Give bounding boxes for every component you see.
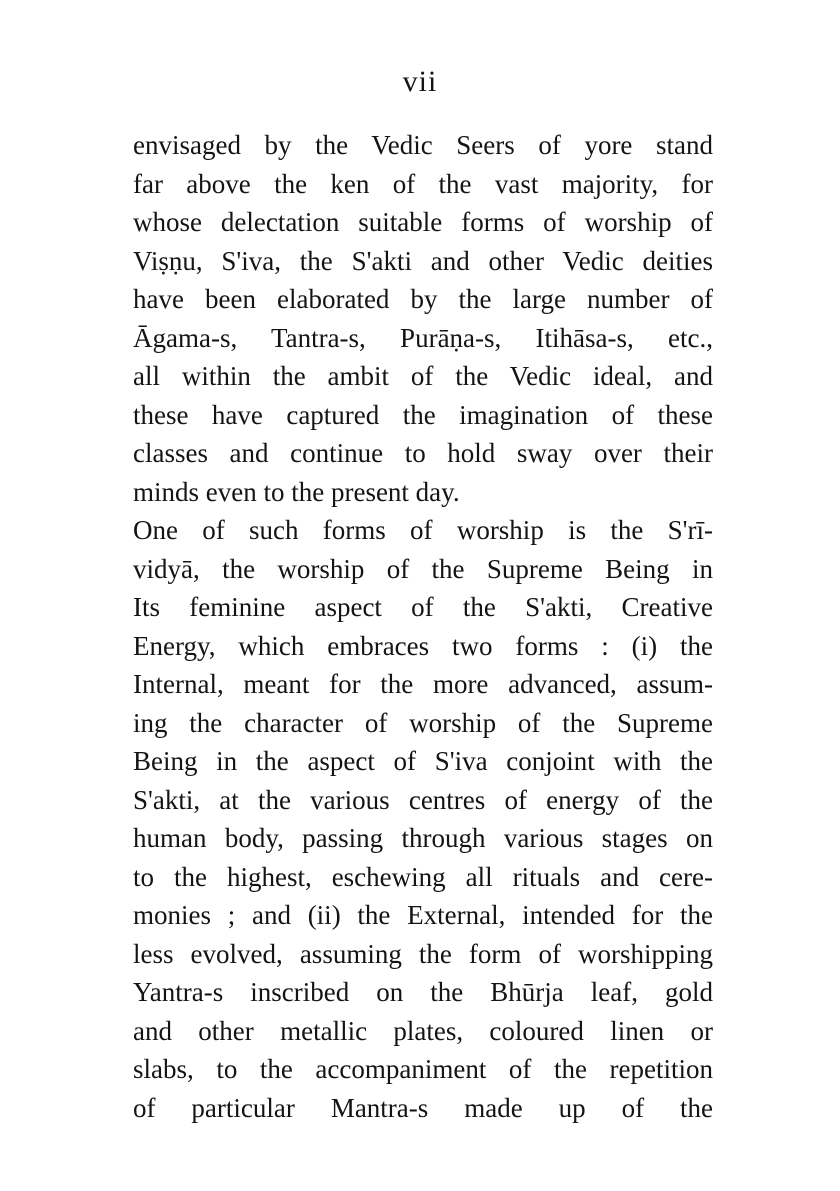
- body-text: [133, 126, 713, 1127]
- text-line: have been elaborated by the large number of: [133, 284, 713, 314]
- text-line: monies ; and (ii) the External, intended for the: [133, 900, 713, 930]
- text-line: Internal, meant for the more advanced, assum-: [133, 669, 713, 699]
- text-line: minds even to the present day.: [133, 476, 460, 507]
- text-line: less evolved, assuming the form of worshipping: [133, 938, 713, 969]
- text-line: Being in the aspect of S'iva conjoint with the: [133, 746, 713, 776]
- text-line: Āgama-s, Tantra-s, Purāṇa-s, Itihāsa-s, etc.,: [133, 322, 713, 353]
- text-line: of particular Mantra-s made up of the: [133, 1092, 713, 1123]
- text-line: all within the ambit of the Vedic ideal, and: [133, 361, 713, 391]
- text-line: ing the character of worship of the Supreme: [133, 707, 713, 738]
- page-number: vii: [402, 65, 438, 98]
- text-line: Yantra-s inscribed on the Bhūrja leaf, gold: [133, 977, 713, 1007]
- text-line: Viṣṇu, S'iva, the S'akti and other Vedic deities: [133, 245, 713, 276]
- text-line: envisaged by the Vedic Seers of yore stand: [133, 130, 713, 160]
- text-line: far above the ken of the vast majority, for: [133, 168, 713, 199]
- paragraph: [133, 126, 713, 511]
- text-line: to the highest, eschewing all rituals and cere-: [133, 861, 713, 892]
- text-line: vidyā, the worship of the Supreme Being in: [133, 553, 713, 584]
- text-line: S'akti, at the various centres of energy of the: [133, 784, 713, 815]
- text-line: One of such forms of worship is the S'rī-: [133, 515, 713, 545]
- paragraph: [133, 511, 713, 1127]
- text-line: classes and continue to hold sway over their: [133, 438, 713, 468]
- text-line: Its feminine aspect of the S'akti, Creative: [133, 592, 713, 622]
- text-line: human body, passing through various stages on: [133, 823, 713, 853]
- text-line: Energy, which embraces two forms : (i) the: [133, 630, 713, 661]
- text-line: these have captured the imagination of these: [133, 399, 713, 430]
- text-line: and other metallic plates, coloured linen or: [133, 1015, 713, 1046]
- text-line: slabs, to the accompaniment of the repetition: [133, 1054, 713, 1084]
- text-line: whose delectation suitable forms of worship of: [133, 207, 713, 237]
